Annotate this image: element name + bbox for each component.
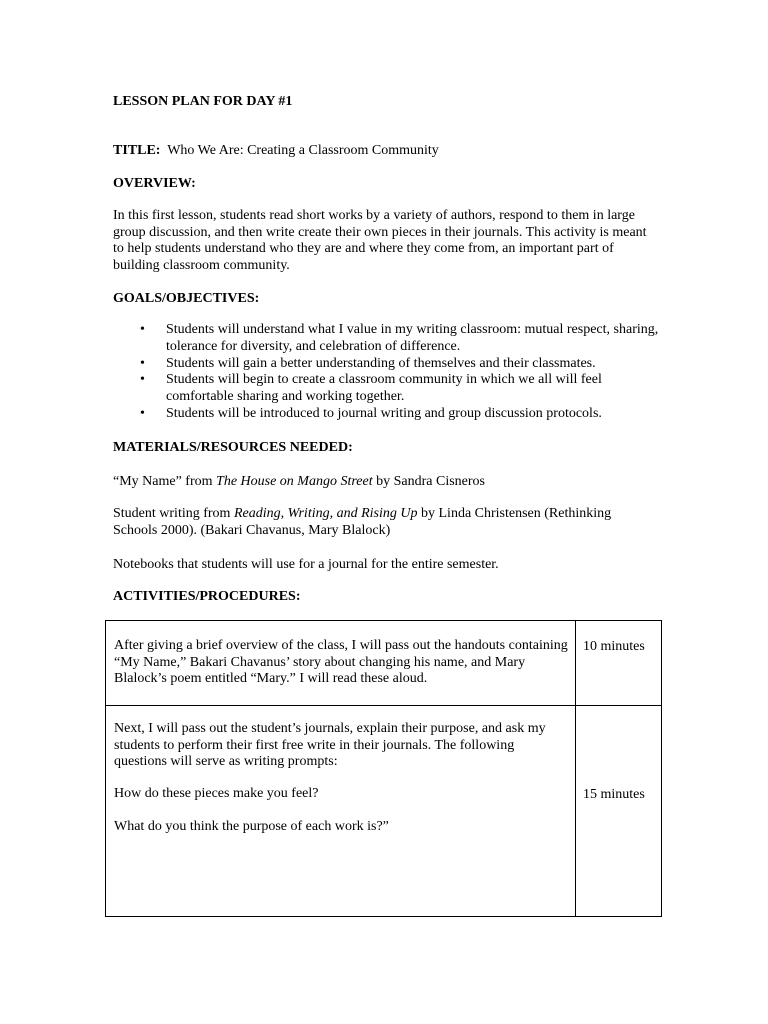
goal-text: Students will gain a better understanding of themselves and their classmates.	[166, 355, 596, 371]
material-text: by Linda Christensen (Rethinking Schools 2000). (Bakari Chavanus, Mary Blalock)	[113, 506, 612, 538]
activity-time: 10 minutes	[583, 639, 645, 654]
bullet-icon: •	[140, 355, 145, 371]
goals-heading: GOALS/OBJECTIVES:	[113, 291, 260, 306]
material-text: Student writing from	[113, 506, 234, 521]
goal-item	[140, 356, 660, 373]
goal-text: Students will understand what I value in my writing classroom: mutual respect, sharing, tolerance for diversity, and celebration of difference.	[166, 322, 659, 354]
bullet-icon: •	[140, 322, 145, 337]
book-title: Reading, Writing, and Rising Up	[233, 506, 418, 521]
goals-list	[140, 322, 660, 423]
activity-description: After giving a brief overview of the class, I will pass out the handouts containing “My Name,” Bakari Chavanus’ story about changing his name, and Mary Blalock’s poem entitled “Mary.” I will read these aloud.	[114, 638, 568, 686]
materials-heading: MATERIALS/RESOURCES NEEDED:	[113, 440, 353, 455]
goal-item	[140, 322, 660, 356]
activity-time: 15 minutes	[583, 787, 645, 802]
activities-table	[105, 620, 662, 917]
material-text: by Sandra Cisneros	[372, 474, 485, 489]
material-item: Notebooks that students will use for a journal for the entire semester.	[113, 557, 499, 572]
goal-text: Students will be introduced to journal writing and group discussion protocols.	[166, 405, 602, 421]
title-label: TITLE:	[113, 143, 161, 158]
goal-item	[140, 372, 660, 406]
overview-paragraph: In this first lesson, students read short works by a variety of authors, respond to them in large group discussion, and then write create their own pieces in their journals. This activity is meant to help students understand who they are and where they come from, an important part of building classroom community.	[113, 208, 647, 273]
lesson-title: Who We Are: Creating a Classroom Community	[167, 143, 439, 158]
lesson-heading: LESSON PLAN FOR DAY #1	[113, 94, 293, 109]
bullet-icon: •	[140, 372, 145, 388]
writing-prompt: What do you think the purpose of each work is?”	[114, 819, 389, 834]
goal-item	[140, 406, 660, 423]
title-line	[113, 142, 439, 159]
activities-heading: ACTIVITIES/PROCEDURES:	[113, 589, 301, 604]
writing-prompt: How do these pieces make you feel?	[114, 786, 319, 801]
activity-description: Next, I will pass out the student’s journals, explain their purpose, and ask my students to perform their first free write in their journals. The following questions will serve as writing prompts:	[114, 721, 546, 769]
book-title: The House on Mango Street	[216, 474, 373, 489]
goal-text: Students will begin to create a classroom community in which we all will feel comfortable sharing and working together.	[166, 372, 602, 405]
table-row	[106, 621, 661, 706]
overview-heading: OVERVIEW:	[113, 176, 196, 191]
material-text: “My Name” from	[113, 474, 217, 489]
bullet-icon: •	[140, 405, 145, 421]
material-item	[113, 473, 485, 490]
material-item	[113, 506, 658, 539]
table-row	[106, 705, 661, 916]
